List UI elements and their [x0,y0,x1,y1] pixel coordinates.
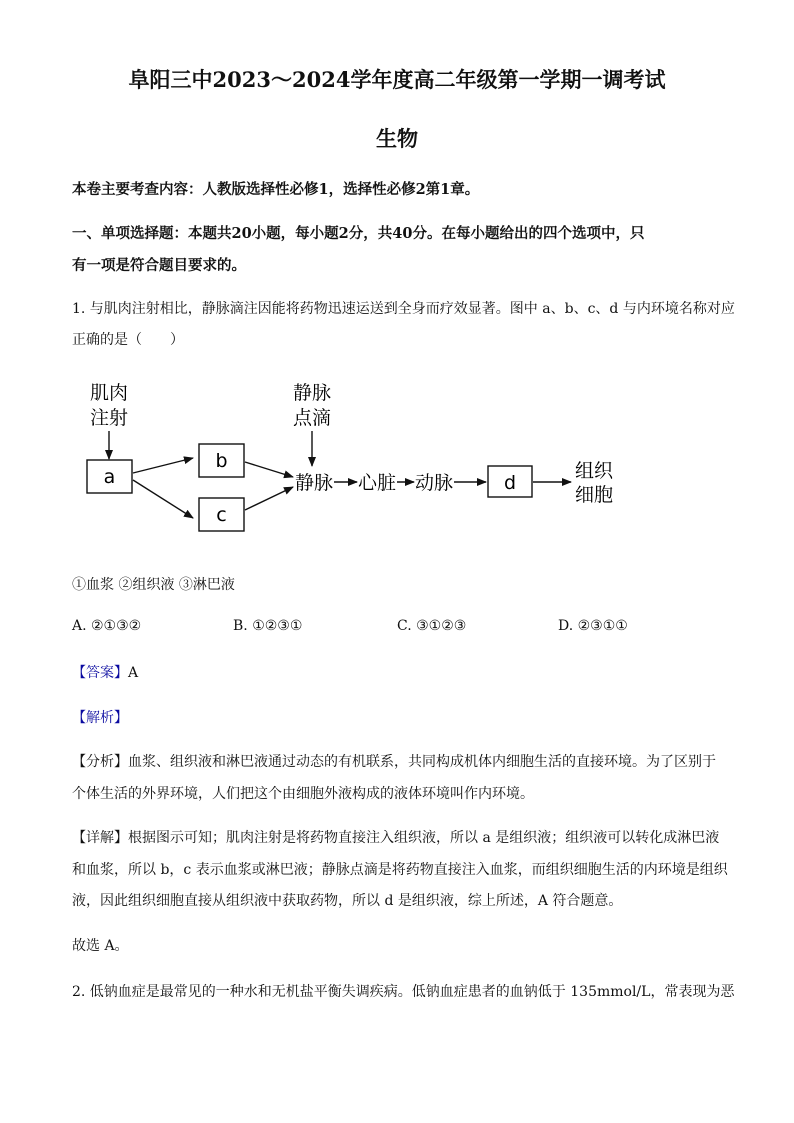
q1-stem-line1: 1. 与肌肉注射相比，静脉滴注因能将药物迅速运送到全身而疗效显著。图中 a、b、c、d 与内环境名称对应 [72,301,735,317]
q1-conclusion: 故选 A。 [72,938,129,954]
section-heading-line1: 一、单项选择题：本题共20小题，每小题2分，共40分。在每小题给出的四个选项中，只 [72,225,645,242]
xiangjie-text-1: 根据图示可知；肌肉注射是将药物直接注入组织液，所以 a 是组织液；组织液可以转化成淋巴液 [128,830,720,846]
box-c-label: c [216,504,227,526]
q1-analysis-heading: 【解析】 [72,710,128,726]
xiangjie-line3: 液，因此组织细胞直接从组织液中获取药物，所以 d 是组织液，综上所述，A 符合题意。 [72,893,623,909]
xiangjie-line1: 【详解】根据图示可知；肌肉注射是将药物直接注入组织液，所以 a 是组织液；组织液可以转化成淋巴液 [72,830,720,846]
label-iv-line1: 静脉 [292,382,332,404]
q1-option-d: D. ②③①① [558,618,628,634]
label-muscle-line2: 注射 [89,407,129,429]
q1-option-a: A. ②①③② [72,618,142,634]
fenxi-line2: 个体生活的外界环境，人们把这个由细胞外液构成的液体环境叫作内环境。 [72,786,534,802]
arrow-a-to-c [133,480,193,518]
box-a-label: a [103,466,116,488]
label-heart: 心脏 [358,472,397,494]
arrow-c-to-vein [245,487,293,510]
fenxi-label: 分析 [86,754,114,770]
q1-option-b: B. ①②③① [233,618,303,634]
q1-legend: ①血浆 ②组织液 ③淋巴液 [72,577,235,593]
arrow-a-to-b [133,458,193,473]
fenxi-text-1: 血浆、组织液和淋巴液通过动态的有机联系，共同构成机体内细胞生活的直接环境。为了区别于 [128,754,716,770]
q1-stem-line2: 正确的是（ ） [72,332,184,348]
label-vein: 静脉 [295,472,334,494]
exam-scope: 本卷主要考查内容：人教版选择性必修1，选择性必修2第1章。 [72,181,480,198]
xiangjie-line2: 和血浆，所以 b，c 表示血浆或淋巴液；静脉点滴是将药物直接注入血浆，而组织细胞生活的内环境是组织 [72,862,728,878]
box-b-label: b [215,450,228,472]
box-d-label: d [503,472,517,494]
subject-title: 生物 [376,126,418,151]
q2-stem-line1: 2. 低钠血症是最常见的一种水和无机盐平衡失调疾病。低钠血症患者的血钠低于 135mmol/L，常表现为恶 [72,984,735,1000]
label-tissue-line1: 组织 [575,460,614,482]
fenxi-line1: 【分析】血浆、组织液和淋巴液通过动态的有机联系，共同构成机体内细胞生活的直接环境。为了区别于 [72,754,716,770]
q1-option-c: C. ③①②③ [397,618,467,634]
label-muscle-line1: 肌肉 [89,382,129,404]
q1-diagram [72,376,652,546]
section-heading-line2: 有一项是符合题目要求的。 [72,257,246,274]
label-artery: 动脉 [415,472,454,494]
label-tissue-line2: 细胞 [575,484,614,506]
exam-title: 阜阳三中2023～2024学年度高二年级第一学期一调考试 [128,67,666,92]
analysis-label: 解析 [86,710,114,726]
xiangjie-label: 详解 [86,830,114,846]
answer-value: A [128,665,139,681]
label-iv-line2: 点滴 [292,407,332,429]
arrow-b-to-vein [245,462,293,477]
answer-label: 答案 [86,665,114,681]
q1-answer: 【答案】A [72,665,139,681]
